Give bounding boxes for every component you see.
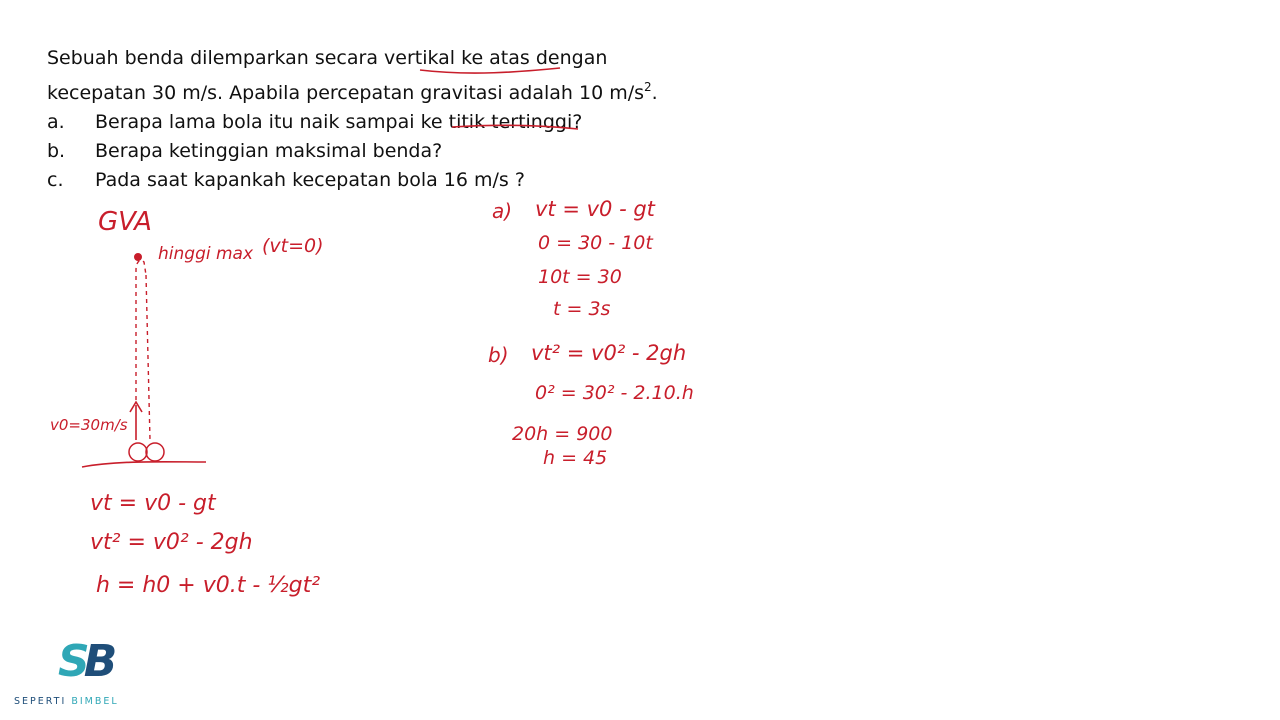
peak-point: [134, 253, 142, 261]
logo-word-1: SEPERTI: [14, 696, 67, 707]
logo-s: S: [58, 636, 84, 687]
trajectory-up: [136, 260, 146, 400]
logo-word-2: BIMBEL: [71, 696, 119, 707]
logo-b: B: [83, 636, 112, 687]
question-text: Berapa ketinggian maksimal benda?: [95, 140, 443, 162]
brand-logo: [14, 636, 134, 712]
question-label: a.: [47, 111, 65, 133]
part-b-line: h = 45: [543, 447, 608, 469]
ground-line: [82, 462, 206, 467]
part-b-line: 20h = 900: [512, 423, 613, 445]
ball-start: [129, 443, 147, 461]
part-b-line: 0² = 30² - 2.10.h: [535, 382, 694, 404]
peak-label: hinggi max: [158, 244, 254, 264]
formula-1: vt = v0 - gt: [90, 491, 216, 516]
formula-2: vt² = v0² - 2gh: [90, 530, 253, 555]
question-label: b.: [47, 140, 66, 162]
part-a-line: 10t = 30: [538, 266, 622, 288]
underline-vertikal: [420, 68, 560, 73]
statement-superscript: 2: [644, 80, 652, 94]
diagram-title: GVA: [98, 207, 152, 237]
part-b-line: vt² = v0² - 2gh: [531, 341, 687, 365]
part-a-line: t = 3s: [553, 298, 611, 320]
logo-mark: [58, 636, 118, 688]
statement-line-2-text: kecepatan 30 m/s. Apabila percepatan gravitasi adalah 10 m/s: [47, 82, 645, 104]
part-a-line: vt = v0 - gt: [535, 197, 655, 221]
statement-end: .: [651, 82, 658, 104]
underline-titik-tertinggi: [452, 125, 578, 129]
question-label: c.: [47, 169, 64, 191]
trajectory-down: [146, 275, 150, 440]
formula-3: h = h0 + v0.t - ½gt²: [96, 573, 321, 598]
statement-line-1: Sebuah benda dilemparkan secara vertikal ke atas dengan: [47, 47, 608, 69]
ball-end: [146, 443, 164, 461]
question-text: Berapa lama bola itu naik sampai ke titik tertinggi?: [95, 111, 583, 133]
initial-velocity-label: v0=30m/s: [50, 416, 128, 434]
part-b-label: b): [488, 343, 509, 367]
part-a-line: 0 = 30 - 10t: [538, 232, 653, 254]
question-text: Pada saat kapankah kecepatan bola 16 m/s ?: [95, 169, 525, 191]
peak-condition: (vt=0): [262, 235, 324, 257]
part-a-label: a): [492, 199, 513, 223]
logo-wordmark: [14, 696, 134, 707]
